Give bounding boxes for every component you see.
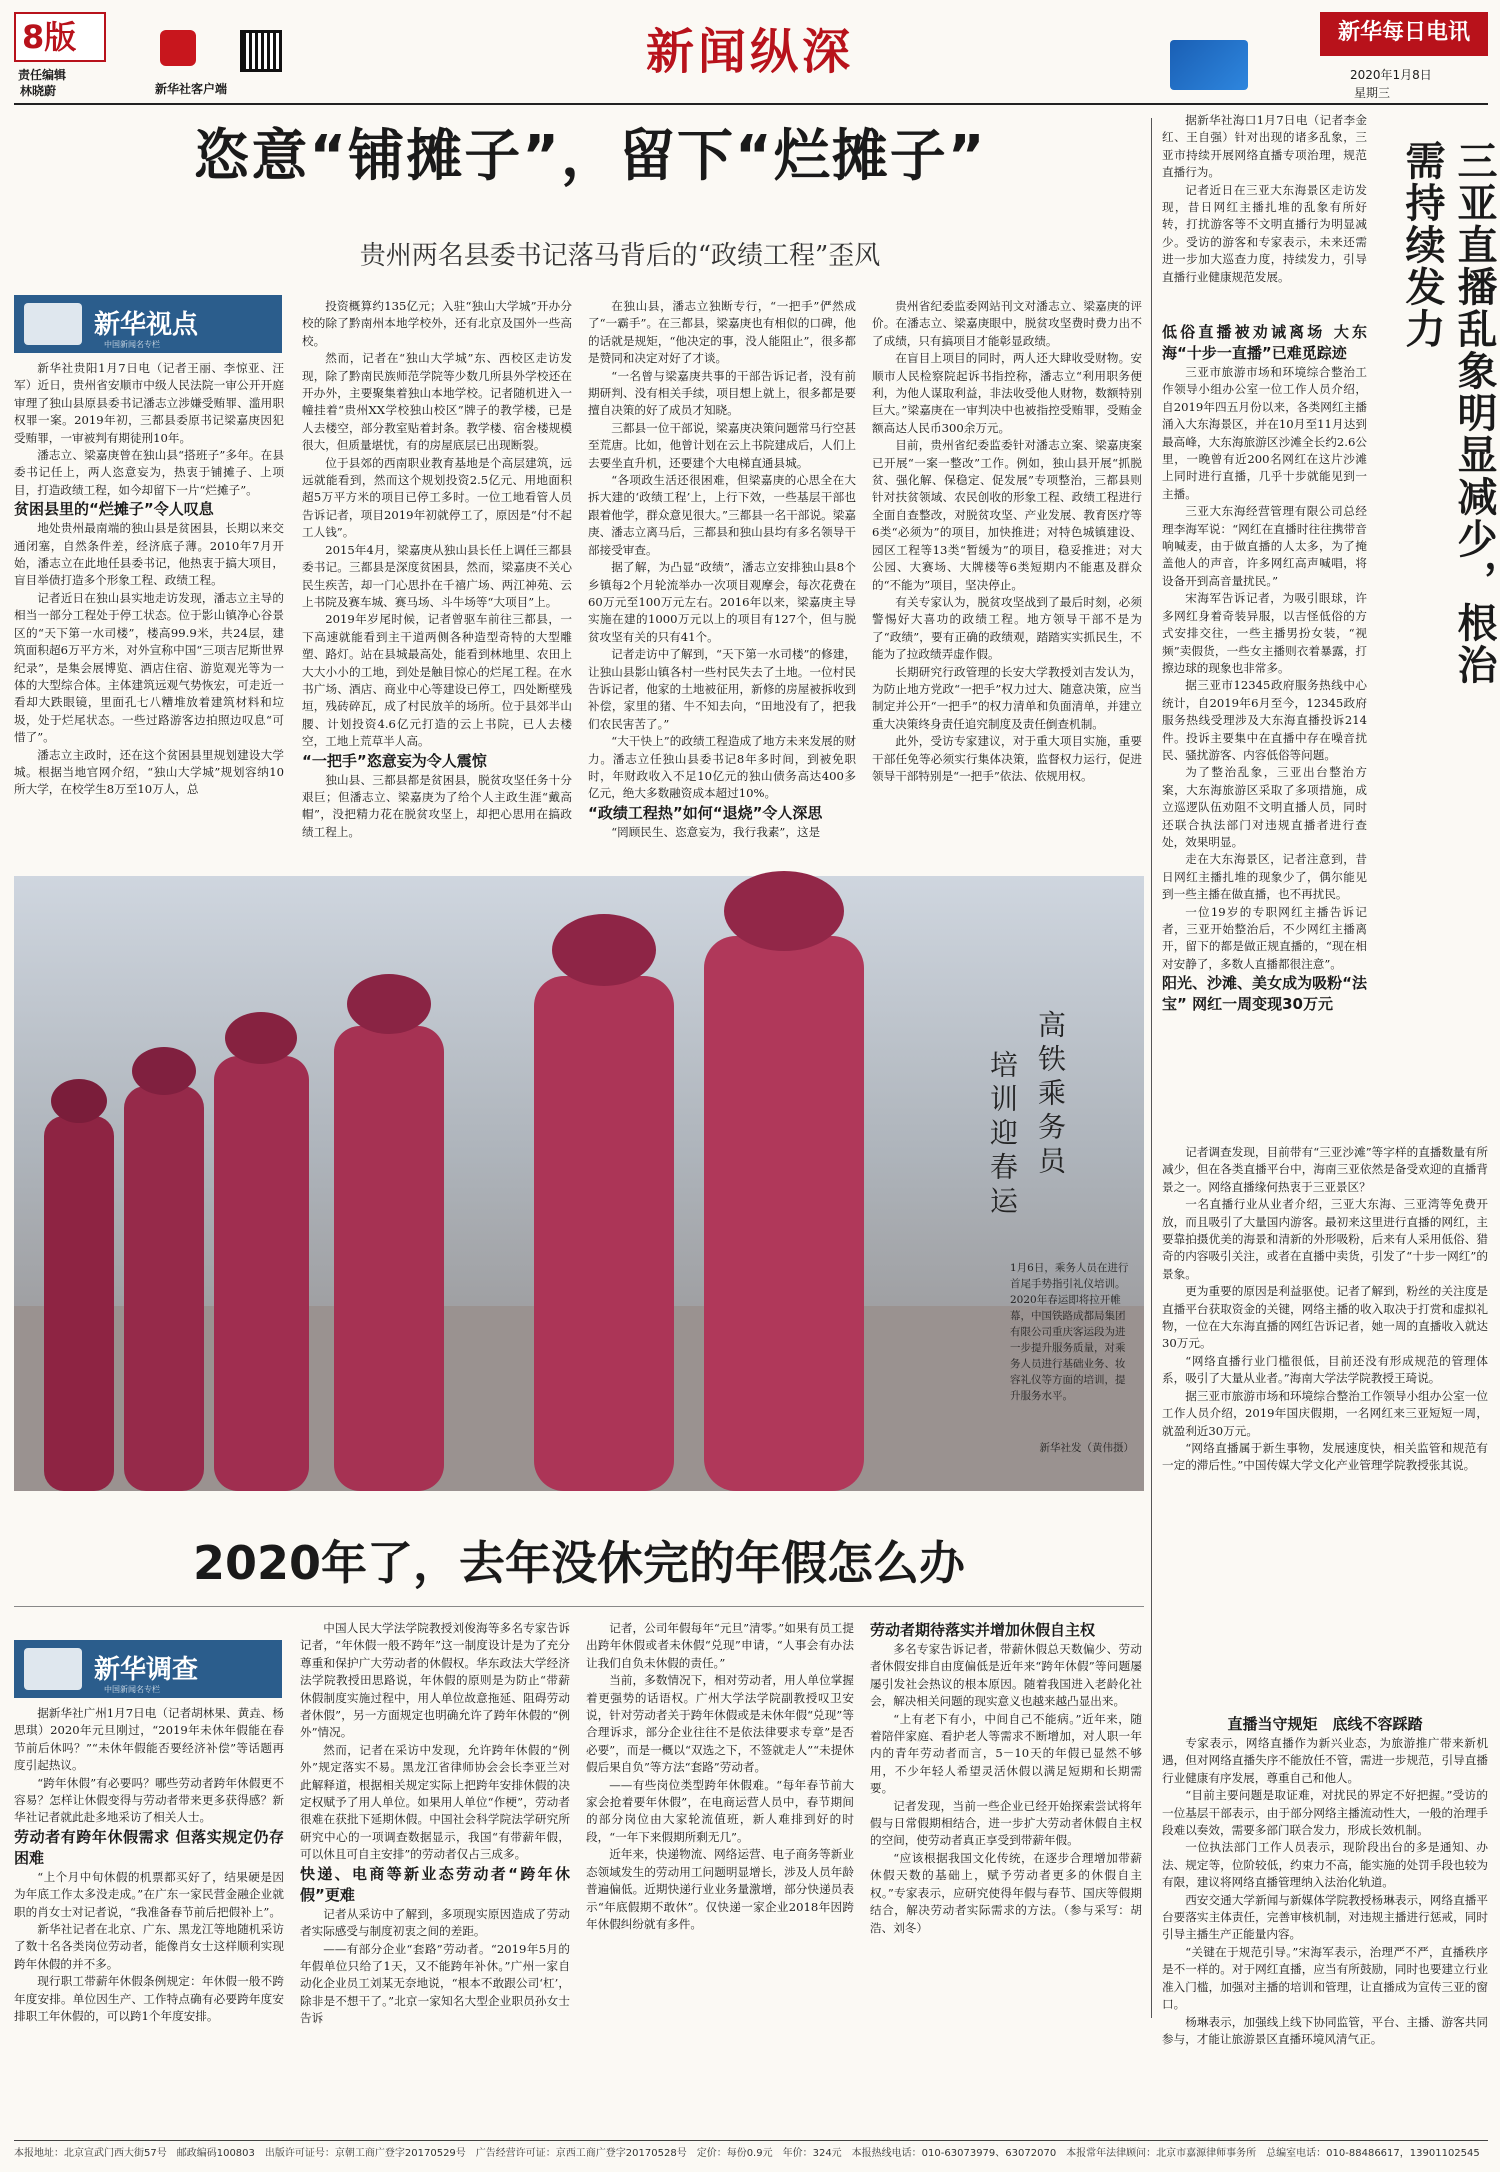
client-label: 新华社客户端: [155, 82, 228, 96]
xinhua-investigation-badge: [14, 1640, 282, 1698]
paragraph: “一名曾与梁嘉庚共事的干部告诉记者，没有前期研判、没有相关手续，项目想上就上，很多都是要擅自决策的好了成员才知晓。: [588, 368, 856, 418]
paragraph: 当前，多数情况下，相对劳动者，用人单位掌握着更强势的话语权。广州大学法学院副教授叹卫安说，针对劳动者关于跨年休假或是未休年假“兑现”等合理诉求，部分企业往往不是依法律要求专章”是否必要”，而是一概以“双选之下，不签就走人”“未提休假后果自负”等方法“套路”劳动者。: [586, 1673, 854, 1775]
paragraph: 潘志立、梁嘉庚曾在独山县“搭班子”多年。在县委书记任上，两人恣意妄为，热衷于铺摊子、上项目，打造政绩工程，如今却留下一片“烂摊子”。: [14, 448, 284, 497]
paragraph: ——有部分企业“套路”劳动者。“2019年5月的年假单位只给了1天，又不能跨年补休。”广州一家自动化企业员工刘某无奈地说，“根本不敢跟公司‘杠’，除非是不想干了。”北京一家知名大型企业职员孙女士告诉: [300, 1941, 570, 2026]
story2-column-1: [14, 1705, 284, 2024]
paragraph: “上有老下有小，中间自己不能病。”近年来，随着陪伴家庭、看护老人等需求不断增加，对人职一年内的青年劳动者而言，5－10天的年假已显然不够用，不少年轻人希望灵活休假以满足短期和长期需要。: [870, 1711, 1142, 1796]
paragraph: 记者调查发现，目前带有“三亚沙滩”等字样的直播数量有所减少，但在各类直播平台中，海南三亚依然是备受欢迎的直播背景之一。网络直播缘何热衷于三亚景区？: [1162, 1145, 1488, 1194]
paragraph: “网络直播行业门槛很低，目前还没有形成规范的管理体系，吸引了大量从业者。”海南大学法学院教授王琦说。: [1162, 1353, 1488, 1386]
paragraph: 有关专家认为，脱贫攻坚战到了最后时刻，必须警惕好大喜功的政绩工程。地方领导干部不是为了“政绩”，要有正确的政绩观，踏踏实实抓民生，不能为了拉政绩弄虚作假。: [872, 594, 1142, 662]
paragraph: “目前主要问题是取证难，对扰民的界定不好把握。”受访的一位基层干部表示，由于部分网络主播流动性大，一般的治理手段难以奏效，需要多部门联合发力，形成长效机制。: [1162, 1788, 1488, 1838]
story2-title: 2020年了，去年没休完的年假怎么办: [192, 1536, 966, 1590]
page-number: 8版: [22, 18, 77, 56]
paragraph: 2015年4月，梁嘉庚从独山县长任上调任三都县委书记。三都县是深度贫困县，然而，梁嘉庚不关心民生疾苦，却一门心思扑在千禧广场、两江神苑、云上书院及赛车城、赛马场、斗牛场等“大项目”上。: [302, 542, 572, 609]
badge-tag: 中国新闻名专栏: [104, 1685, 160, 1694]
paragraph: “各项政生活还很困难，但梁嘉庚的心思全在大拆大建的‘政绩工程’上，上行下效，一些基层干部也跟着他学，群众意见很大。”三都县一名干部说。梁嘉庚、潘志立离马后，三都县和独山县均有多名领导干部接受审查。: [588, 473, 856, 557]
paragraph: 据新华社海口1月7日电（记者李金红、王自强）针对出现的诸多乱象，三亚市持续开展网络直播专项治理，规范直播行为。: [1162, 113, 1367, 180]
photo-title-col2: 培训迎春运: [986, 1050, 1019, 1220]
story2-column-4: [870, 1620, 1142, 2017]
story3-title: 三亚直播乱象明显减少，根治需持续发力: [1399, 140, 1497, 686]
paragraph: “上个月中旬休假的机票都买好了，结果硬是因为年底工作太多没走成。”在广东一家民营金融企业就职的肖女士对记者说，“我准备春节前后把假补上”。: [14, 1869, 284, 1919]
subheading: “政绩工程热”如何“退烧”令人深思: [588, 803, 823, 822]
photo-title-col1: 高铁乘务员: [1034, 1010, 1067, 1180]
photo-credit: 新华社发（黄伟摄）: [1039, 1442, 1134, 1454]
footer-imprint: 本报地址：北京宣武门西大街57号 邮政编码100803 出版许可证号：京朝工商广登字20170529号 广告经营许可证：京西工商广登字20170528号 定价：每份0.9元 年价：324元 本报热线电话：010-63073979、63072070 本报常年法律顾问：北京市嘉源律师事务所 总编室电话：010-88486617，13901102545: [14, 2148, 1480, 2159]
story2-column-2: [300, 1620, 570, 2026]
paragraph: 在盲目上项目的同时，两人还大肆收受财物。安顺市人民检察院起诉书指控称，潘志立“利用职务便利，为他人谋取利益，非法收受他人财物，数额特别巨大。”梁嘉庚在一审判决中也被指控受贿罪，受贿金额高达人民币300余万元。: [872, 351, 1142, 435]
subheading: 贫困县里的“烂摊子”令人叹息: [14, 500, 214, 519]
xinhua-viewpoint-badge: [14, 295, 282, 353]
subheading: 劳动者有跨年休假需求 但落实规定仍存困难: [14, 1827, 284, 1867]
news-logo-icon: [1170, 40, 1248, 90]
subheading: 低俗直播被劝诫离场 大东海“十步一直播”已难觅踪迹: [1162, 323, 1367, 362]
paragraph: 目前，贵州省纪委监委针对潘志立案、梁嘉庚案已开展“一案一整改”工作。例如，独山县开展“抓脱贫、强化解、保稳定、促发展”专项整治，三都县则针对扶贫领域、农民创收的形象工程、政绩工程进行全面自查整改，对脱贫攻坚、产业发展、教育医疗等6类“必须为”的项目，加快推进；对特色城镇建设、园区工程等13类“暂缓为”的项目，稳妥推进；对大公园、大赛场、大牌楼等6类短期内不能惠及群众的“不能为”项目，坚决停止。: [872, 438, 1142, 592]
issue-date: 2020年1月8日: [1350, 68, 1432, 82]
badge-text: 新华调查: [94, 1655, 199, 1685]
paragraph: 为了整治乱象，三亚出台整治方案，大东海旅游区采取了多项措施，成立巡逻队伍劝阻不文明直播人员，同时还联合执法部门对违规直播者进行查处，效果明显。: [1162, 765, 1367, 849]
paragraph: 更为重要的原因是利益驱使。记者了解到，粉丝的关注度是直播平台获取资金的关键，网络主播的收入取决于打赏和虚拟礼物，一位在大东海直播的网红告诉记者，她一周的直播收入就达30万元。: [1162, 1284, 1488, 1351]
paragraph: ——有些岗位类型跨年休假难。“每年春节前大家会抢着要年休假”，在电商运营人员中，春节期间的部分岗位由大家轮流值班，新人难排到好的时段，“一年下来假期所剩无几”。: [586, 1777, 854, 1844]
paragraph: 杨琳表示，加强线上线下协同监管，平台、主播、游客共同参与，才能让旅游景区直播环境风清气正。: [1162, 2014, 1488, 2046]
qr-code-icon: [240, 30, 282, 72]
paragraph: 投资概算约135亿元；入驻“独山大学城”开办分校的除了黔南州本地学校外，还有北京及国外一些高校。: [302, 299, 572, 348]
paragraph: 三亚市旅游市场和环境综合整治工作领导小组办公室一位工作人员介绍，自2019年四五月份以来，各类网红主播涌入大东海景区，并在10月至11月达到最高峰，大东海旅游区沙滩全长约2.6公里，一晚曾有近200名网红在这片沙滩上同时进行直播，几乎十步就能见到一主播。: [1162, 365, 1367, 501]
paragraph: 西安交通大学新闻与新媒体学院教授杨琳表示，网络直播平台要落实主体责任，完善审核机制，对违规主播进行惩戒，同时引导主播生产正能量内容。: [1162, 1892, 1488, 1942]
paragraph: 新华社贵阳1月7日电（记者王丽、李惊亚、汪军）近日，贵州省安顺市中级人民法院一审公开开庭审理了独山县原县委书记潘志立涉嫌受贿罪、滥用职权罪一案。2019年初，三都县委原书记梁嘉庚因犯受贿罪，一审被判有期徒刑10年。: [14, 361, 284, 445]
paragraph: 2019年岁尾时候，记者曾驱车前往三都县，一下高速就能看到主干道两侧各种造型奇特的大型雕塑、路灯。站在县城最高处，能看到林地里、农田上大大小小的工地，到处是触目惊心的烂尾工程。在水书广场、酒店、商业中心等建设已停工，四处断壁残垣，残砖碎瓦，成了村民放羊的场所。位于县郊半山腰、计划投资4.6亿元打造的云上书院，已人去楼空，工地上荒草半人高。: [302, 612, 572, 749]
story3-body-3: [1162, 1714, 1488, 2046]
paragraph: 记者近日在独山县实地走访发现，潘志立主导的相当一部分工程处于停工状态。位于影山镇净心谷景区的“天下第一水司楼”，楼高99.9米，共24层，建筑面积超6万平方米，对外宣称中国“三项吉尼斯世界纪录”，是集会展博览、酒店住宿、游览观光等为一体的大型综合体。主体建筑远观气势恢宏，可走近一看却大跌眼镜，里面孔七八糟堆放着建筑材料和垃圾，处于烂尾状态。一些过路游客边拍照边叹息“可惜了”。: [14, 590, 284, 745]
paragraph: 位于县郊的西南职业教育基地是个高层建筑，远远就能看到，然而这个规划投资2.5亿元、用地面积超5万平方米的项目已停工多时。一位工地看管人员告诉记者，项目2019年初就停工了，原因是“付不起工人钱”。: [302, 455, 572, 540]
header-rule: [14, 103, 1488, 105]
paragraph: 据三亚市12345政府服务热线中心统计，自2019年6月至今，12345政府服务热线受理涉及大东海直播投诉214件。投诉主要集中在直播中存在噪音扰民、骚扰游客、内容低俗等问题。: [1162, 678, 1367, 762]
photo-caption: 1月6日，乘务人员在进行首尾手势指引礼仪培训。2020年春运即将拉开帷幕，中国铁路成都局集团有限公司重庆客运段为进一步提升服务质量，对乘务人员进行基础业务、妆容礼仪等方面的培训，提升服务水平。: [1010, 1262, 1129, 1402]
story1-column-2: [302, 298, 572, 860]
paragraph: 长期研究行政管理的长安大学教授刘吉发认为，为防止地方党政“一把手”权力过大、随意决策，应当制定并公开“一把手”的权力清单和负面清单，并建立重大决策终身责任追究制度及责任倒查机制。: [872, 664, 1142, 731]
subheading: 直播当守规矩 底线不容踩踏: [1227, 1715, 1423, 1733]
story1-subtitle: 贵州两名县委书记落马背后的“政绩工程”歪风: [359, 241, 881, 271]
paragraph: 记者近日在三亚大东海景区走访发现，昔日网红主播扎堆的乱象有所好转，打扰游客等不文明直播行为明显减少。受访的游客和专家表示，未来还需进一步加大巡查力度，持续发力，引导直播行业健康规范发展。: [1162, 182, 1367, 284]
paragraph: “网络直播属于新生事物，发展速度快，相关监管和规范有一定的滞后性。”中国传媒大学文化产业管理学院教授张其说。: [1162, 1440, 1488, 1473]
subheading: “一把手”恣意妄为令人震惊: [302, 751, 487, 770]
paragraph: 宋海军告诉记者，为吸引眼球，许多网红身着奇装异服，以吉怪低俗的方式安排交往，一些主播男扮女装，“视频”卖假货，一些女主播则衣着暴露，打擦边球的现象也非常多。: [1162, 591, 1367, 675]
story1-title: 恣意“铺摊子”，留下“烂摊子”: [193, 124, 987, 189]
badge-icon: [24, 303, 82, 345]
editor-label: 责任编辑: [18, 68, 67, 82]
paragraph: 现行职工带薪年休假条例规定：年休假一般不跨年度安排。单位因生产、工作特点确有必要跨年度安排职工年休假的，可以跨1个年度安排。: [14, 1974, 284, 2024]
paragraph: 贵州省纪委监委网站刊文对潘志立、梁嘉庚的评价。在潘志立、梁嘉庚眼中，脱贫攻坚费时费力出不了成绩，只有搞项目才能彰显政绩。: [872, 299, 1142, 348]
badge-text: 新华视点: [94, 310, 199, 340]
paragraph: 走在大东海景区，记者注意到，昔日网红主播扎堆的现象少了，偶尔能见到一些主播在做直播，也不再扰民。: [1162, 852, 1367, 902]
paragraph: 据三亚市旅游市场和环境综合整治工作领导小组办公室一位工作人员介绍，2019年国庆假期，一名网红来三亚短短一周，就盈利近30万元。: [1162, 1388, 1488, 1438]
issue-weekday: 星期三: [1354, 86, 1391, 100]
paragraph: 据了解，为凸显“政绩”，潘志立安排独山县8个乡镇每2个月轮流举办一次项目观摩会，每次花费在60万元至100万元左右。2016年以来，梁嘉庚主导实施在建的1000万元以上的项目有127个，但与脱贫攻坚有关的只有41个。: [588, 560, 856, 644]
footer-rule: [14, 2140, 1488, 2141]
story2-rule: [14, 1606, 1144, 1607]
badge-tag: 中国新闻名专栏: [104, 340, 160, 349]
section-title: 新闻纵深: [645, 24, 854, 80]
paragraph: 一名直播行业从业者介绍，三亚大东海、三亚湾等免费开放，而且吸引了大量国内游客。最初来这里进行直播的网红，主要靠拍摄优美的海景和清新的外形吸粉，后来有人采用低俗、猎奇的内容吸引关注，或者在直播中卖货，引发了“十步一网红”的景象。: [1162, 1197, 1488, 1281]
paragraph: 在独山县，潘志立独断专行，“一把手”俨然成了“一霸手”。在三都县，梁嘉庚也有相似的口碑，他的话就是规矩，“他决定的事，没人能阻止”，很多都是赞同和决定对好了才谈。: [588, 299, 856, 366]
subheading: 劳动者期待落实并增加休假自主权: [870, 1621, 1096, 1639]
paragraph: 独山县、三都县都是贫困县，脱贫攻坚任务十分艰巨；但潘志立、梁嘉庚为了给个人主政生涯“戴高帽”，没把精力花在脱贫攻坚上，却把心思用在搞政绩工程上。: [302, 772, 572, 839]
right-column-divider: [1151, 118, 1152, 2018]
paragraph: 新华社记者在北京、广东、黑龙江等地随机采访了数十名各类岗位劳动者，能像肖女士这样顺利实现跨年休假的并不多。: [14, 1922, 284, 1971]
badge-icon: [24, 1648, 82, 1690]
paragraph: 此外，受访专家建议，对于重大项目实施，重要干部任免等必须实行集体决策，监督权力运行，促进领导干部特别是“一把手”依法、依规用权。: [872, 734, 1142, 783]
paragraph: 三亚大东海经营管理有限公司总经理李海军说：“网红在直播时往往携带音响喊麦，由于做直播的人太多，为了掩盖他人的声音，许多网红高声喊唱，将设备开到高音量扰民。”: [1162, 504, 1367, 588]
paragraph: “大干快上”的政绩工程造成了地方未来发展的财力。潘志立任独山县委书记8年多时间，到被免职时，年财政收入不足10亿元的独山债务高达400多亿元，绝大多数融资成本超过10%。: [588, 734, 856, 801]
paragraph: 记者走访中了解到，“天下第一水司楼”的修建，让独山县影山镇各村一些村民失去了土地。一位村民告诉记者，他家的土地被征用，新修的房屋被拆收到补偿，家里的猪、牛不知去向，“田地没有了，把我们农民害苦了。”: [588, 647, 856, 731]
paragraph: 据新华社广州1月7日电（记者胡林果、黄垚、杨思琪）2020年元旦刚过，“2019年未休年假能在春节前后休吗？”“未休年假能否要经济补偿”等话题再度引起热议。: [14, 1706, 284, 1773]
paragraph: 三都县一位干部说，梁嘉庚决策问题常马行空甚至荒唐。比如，他曾计划在云上书院建成后，人们上去要坐直升机，还要建个大电梯直通县城。: [588, 420, 856, 470]
story3-intro: [1162, 112, 1367, 322]
story3-body-2: [1162, 1144, 1488, 1714]
paragraph: 然而，记者在“独山大学城”东、西校区走访发现，除了黔南民族师范学院等少数几所县外学校还在开办外，主要聚集着独山本地学校。记者随机进入一幢挂着“贵州XX学校独山校区”牌子的教学楼，已是人去楼空，部分教室贴着封条。教学楼、宿舍楼规模很大，但质量堪忧，有的房屋底层已出现断裂。: [302, 351, 572, 453]
paragraph: 一位执法部门工作人员表示，现阶段出台的多是通知、办法、规定等，位阶较低，约束力不高，能实施的处罚手段也较为有限，建议将网络直播管理纳入法治化轨道。: [1162, 1840, 1488, 1890]
paragraph: “应该根据我国文化传统，在逐步合理增加带薪休假天数的基础上，赋予劳动者更多的休假自主权。”专家表示，应研究使得年假与春节、国庆等假期结合，解决劳动者实际需求的方法。（参与采写：胡浩、刘冬）: [870, 1850, 1142, 1935]
story1-column-3: [588, 298, 856, 860]
paragraph: 中国人民大学法学院教授刘俊海等多名专家告诉记者，“年休假一般不跨年”这一制度设计是为了充分尊重和保护广大劳动者的休假权。华东政法大学经济法学院教授田思路说，年休假的原则是为防止“带薪休假制度实施过程中，用人单位故意拖延、阻碍劳动者休假”，另一方面规定也明确允许了跨年休假的“例外”情况。: [300, 1621, 570, 1740]
paragraph: “跨年休假”有必要吗？哪些劳动者跨年休假更不容易？怎样让休假变得与劳动者带来更多获得感？新华社记者就此赴多地采访了相关人士。: [14, 1775, 284, 1825]
paragraph: 潘志立主政时，还在这个贫困县里规划建设大学城。根据当地官网介绍，“独山大学城”规划容纳10所大学，在校学生8万至10万人，总: [14, 747, 284, 797]
subheading: 快递、电商等新业态劳动者“跨年休假”更难: [300, 1864, 570, 1904]
editor-name: 林晓蔚: [20, 84, 57, 98]
paragraph: 多名专家告诉记者，带薪休假总天数偏少、劳动者休假安排自由度偏低是近年来“跨年休假”等问题屡屡引发社会热议的根本原因。随着我国进入老龄化社会，解决相关问题的现实意义也越来越凸显出来。: [870, 1642, 1142, 1709]
paragraph: 专家表示，网络直播作为新兴业态，为旅游推广带来新机遇，但对网络直播失序不能放任不管，需进一步规范，引导直播行业健康有序发展，尊重自己和他人。: [1162, 1736, 1488, 1785]
paragraph: 近年来，快递物流、网络运营、电子商务等新业态领域发生的劳动用工问题明显增长，涉及人员年龄普遍偏低。近期快递行业业务量激增，部分快递员表示“年底假期不敢休”。仅快递一家企业2018年因跨年休假纠纷就有多件。: [586, 1847, 854, 1931]
xinhua-logo-icon: [160, 30, 196, 66]
paragraph: “关键在于规范引导。”宋海军表示，治理严不严，直播秩序是不一样的。对于网红直播，应当有所鼓励，同时也要建立行业准入门槛，加强对主播的培训和管理，让直播成为宣传三亚的窗口。: [1162, 1944, 1488, 2012]
story2-column-3: [586, 1620, 854, 2017]
story3-body-1: [1162, 322, 1367, 1142]
brand-name: 新华每日电讯: [1337, 20, 1470, 45]
paragraph: 记者，公司年假每年“元旦”清零。”如果有员工提出跨年休假或者未休假“兑现”申请，“人事会有办法让我们自负未休假的责任。”: [586, 1621, 854, 1670]
paragraph: 记者发现，当前一些企业已经开始探索尝试将年假与日常假期相结合，进一步扩大劳动者休假自主权的空间，使劳动者真正享受到带薪年假。: [870, 1798, 1142, 1848]
paragraph: “罔顾民生、恣意妄为，我行我素”，这是: [611, 824, 821, 839]
paragraph: 然而，记者在采访中发现，允许跨年休假的“例外”规定落实不易。黑龙江省律师协会会长李亚兰对此解释道，根据相关规定实际上把跨年安排休假的决定权赋予了用人单位。如果用人单位“作梗”，劳动者很难在获批下延期休假。中国社会科学院法学研究所研究中心的一项调查数据显示，我国“有带薪年假，可以休且可自主安排”的劳动者仅占三成多。: [300, 1742, 570, 1862]
paragraph: 地处贵州最南端的独山县是贫困县，长期以来交通闭塞，自然条件差，经济底子薄。2010年7月开始，潘志立在此地任县委书记，他热衷于搞大项目，盲目举债打造多个形象工程、政绩工程。: [14, 521, 284, 588]
paragraph: 一位19岁的专职网红主播告诉记者，三亚开始整治后，不少网红主播离开，留下的都是做正规直播的，“现在相对安静了，多数人直播都很注意”。: [1162, 904, 1367, 971]
story1-column-4: [872, 298, 1142, 860]
story1-column-1: [14, 360, 284, 860]
paragraph: 记者从采访中了解到，多项现实原因造成了劳动者实际感受与制度初衷之间的差距。: [300, 1906, 570, 1939]
subheading: 阳光、沙滩、美女成为吸粉“法宝” 网红一周变现30万元: [1162, 974, 1367, 1014]
